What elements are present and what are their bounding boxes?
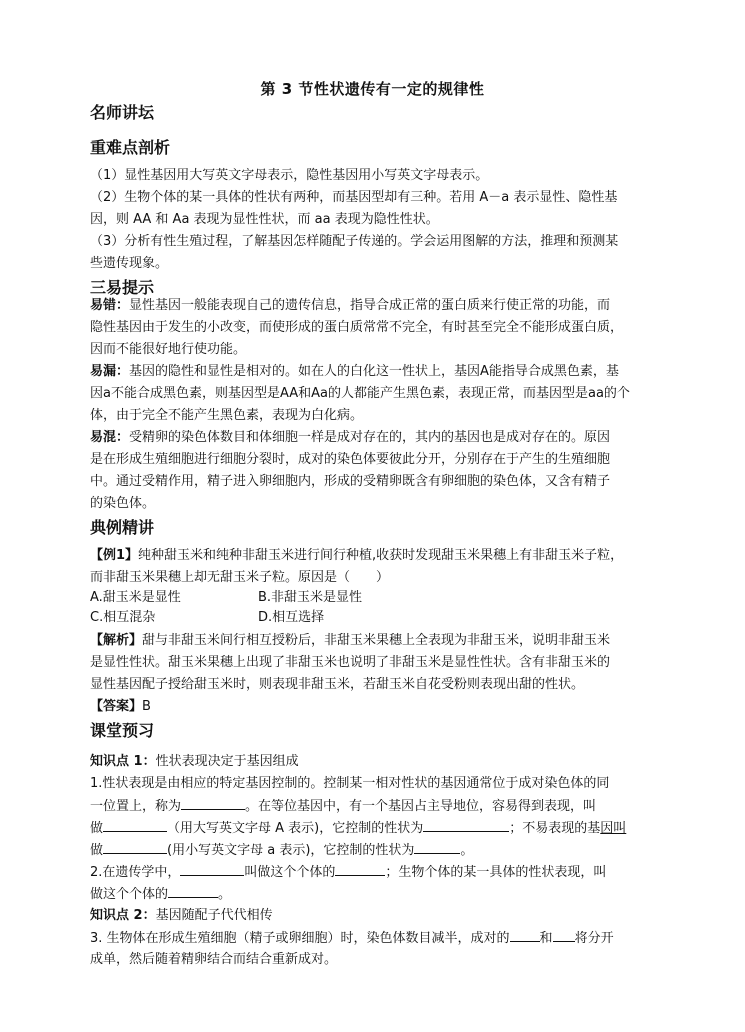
tip-hun-text-1: 受精卵的染色体数目和体细胞一样是成对存在的，其内的基因也是成对存在的。原因 [129,430,611,445]
preview-text: 2.在遗传学中， [90,865,181,880]
fill-blank[interactable] [335,861,385,876]
example-question-text-1: 纯种甜玉米和纯种非甜玉米进行间行种植,收获时发现甜玉米果穗上有非甜玉米子粒， [138,548,624,563]
preview-text: (用小写英文字母 a 表示)，它控制的性状为 [167,843,415,858]
analysis-line-2: 是显性性状。甜玉米果穗上出现了非甜玉米也说明了非甜玉米是显性性状。含有非甜玉米的 [90,655,611,670]
preview-text: 3. 生物体在形成生殖细胞（精子或卵细胞）时，染色体数目减半，成对的 [90,931,510,946]
tip-cuo-line-3: 因而不能很好地行使功能。 [90,342,247,357]
preview-text: 将分开 [574,931,614,946]
preview-text: 。 [460,843,474,858]
knowledge-point-2-label: 知识点 2： [90,908,156,923]
fill-blank[interactable] [180,861,244,876]
knowledge-point-1 [90,751,660,773]
example-question-line-2: 而非甜玉米果穗上却无甜玉米子粒。原因是（ ） [90,570,390,585]
option-b: B.非甜玉米是显性 [258,590,363,605]
section-heading-preview: 课堂预习 [90,721,155,740]
analysis-line-3: 显性基因配子授给甜玉米时，则表现非甜玉米，若甜玉米自花受粉则表现出甜的性状。 [90,677,585,692]
preview-line-1a: 1.性状表现是由相应的特定基因控制的。控制某一相对性状的基因通常位于成对染色体的同 [90,776,610,791]
analysis-label: 【解析】 [90,633,143,648]
difficulty-line-3: 因，则 AA 和 Aa 表现为显性性状，而 aa 表现为隐性性状。 [90,212,439,227]
preview-line-1d [90,839,660,862]
tip-hun-line-4: 的染色体。 [90,496,156,511]
example-label: 【例1】 [90,548,139,563]
tip-hun-label: 易混： [90,430,130,445]
tip-cuo-line-2: 隐性基因由于发生的小改变，而使形成的蛋白质常常不完全，有时甚至完全不能形成蛋白质， [90,320,624,335]
analysis-text-1: 甜与非甜玉米间行相互授粉后，非甜玉米果穗上全表现为非甜玉米，说明非甜玉米 [142,633,611,648]
preview-text: ；不易表现的基 [509,821,601,836]
knowledge-point-2 [90,905,660,927]
preview-line-3b: 成单，然后随着精卵结合而结合重新成对。 [90,952,338,967]
tip-hun-line-3: 中。通过受精作用，精子进入卵细胞内，形成的受精卵既含有卵细胞的染色体，又含有精子 [90,474,611,489]
section-heading-tips: 三易提示 [90,278,155,297]
page-title: 第 3 节性状遗传有一定的规律性 [260,80,485,98]
tip-lou-text-1: 基因的隐性和显性是相对的。如在人的白化这一性状上，基因A能指导合成黑色素，基 [129,364,619,379]
section-heading-example: 典例精讲 [90,518,155,537]
difficulty-line-2: （2）生物个体的某一具体的性状有两种，而基因型却有三种。若用 A－a 表示显性、隐性基 [90,190,618,205]
preview-line-2b [90,883,660,906]
answer-label: 【答案】 [90,699,143,714]
tip-lou-line-1 [90,361,660,383]
preview-text: （用大写英文字母 A 表示)，它控制的性状为 [167,821,424,836]
fill-blank[interactable] [510,927,540,942]
answer-line [90,696,660,718]
fill-blank[interactable] [168,883,218,898]
preview-line-3a [90,927,660,950]
fill-blank[interactable] [103,839,167,854]
tip-cuo-label: 易错： [90,298,130,313]
preview-line-1c [90,817,660,840]
knowledge-point-1-label: 知识点 1： [90,754,156,769]
preview-line-1b [90,795,660,818]
fill-blank[interactable] [103,817,167,832]
knowledge-point-1-text: 性状表现决定于基因组成 [155,754,299,769]
preview-text: 做这个个体的 [90,887,169,902]
preview-text: 做 [90,843,104,858]
fill-blank[interactable] [181,795,245,810]
preview-text-underlined: 因叫 [600,821,627,836]
answer-value: B [142,699,151,714]
fill-blank[interactable] [414,839,460,854]
analysis-line-1 [90,630,660,652]
preview-text: 做 [90,821,104,836]
section-heading-difficulty: 重难点剖析 [90,138,171,157]
preview-text: 和 [539,931,553,946]
tip-hun-line-1 [90,427,660,449]
example-question-line-1 [90,545,660,567]
preview-text: 一位置上，称为 [90,799,182,814]
tip-lou-label: 易漏： [90,364,130,379]
preview-text: 。在等位基因中，有一个基因占主导地位，容易得到表现，叫 [245,799,597,814]
preview-text: 。 [218,887,232,902]
difficulty-line-5: 些遗传现象。 [90,256,169,271]
section-heading-mingshi: 名师讲坛 [90,103,155,122]
tip-lou-line-2: 因a不能合成黑色素，则基因型是AA和Aa的人都能产生黑色素，表现正常，而基因型是aa的个 [90,386,630,401]
tip-cuo-line-1 [90,295,660,317]
fill-blank[interactable] [553,927,575,942]
difficulty-line-1: （1）显性基因用大写英文字母表示，隐性基因用小写英文字母表示。 [90,168,489,183]
difficulty-line-4: （3）分析有性生殖过程，了解基因怎样随配子传递的。学会运用图解的方法，推理和预测某 [90,234,619,249]
fill-blank[interactable] [423,817,509,832]
preview-text: ；生物个体的某一具体的性状表现，叫 [385,865,607,880]
tip-lou-line-3: 体，由于完全不能产生黑色素，表现为白化病。 [90,408,364,423]
option-d: D.相互选择 [258,610,325,625]
preview-text: 叫做这个个体的 [244,865,336,880]
tip-cuo-text-1: 显性基因一般能表现自己的遗传信息，指导合成正常的蛋白质来行使正常的功能，而 [129,298,611,313]
tip-hun-line-2: 是在形成生殖细胞进行细胞分裂时，成对的染色体要彼此分开，分别存在于产生的生殖细胞 [90,452,611,467]
option-a: A.甜玉米是显性 [90,590,181,605]
knowledge-point-2-text: 基因随配子代代相传 [155,908,273,923]
option-c: C.相互混杂 [90,610,156,625]
preview-line-2a [90,861,660,884]
